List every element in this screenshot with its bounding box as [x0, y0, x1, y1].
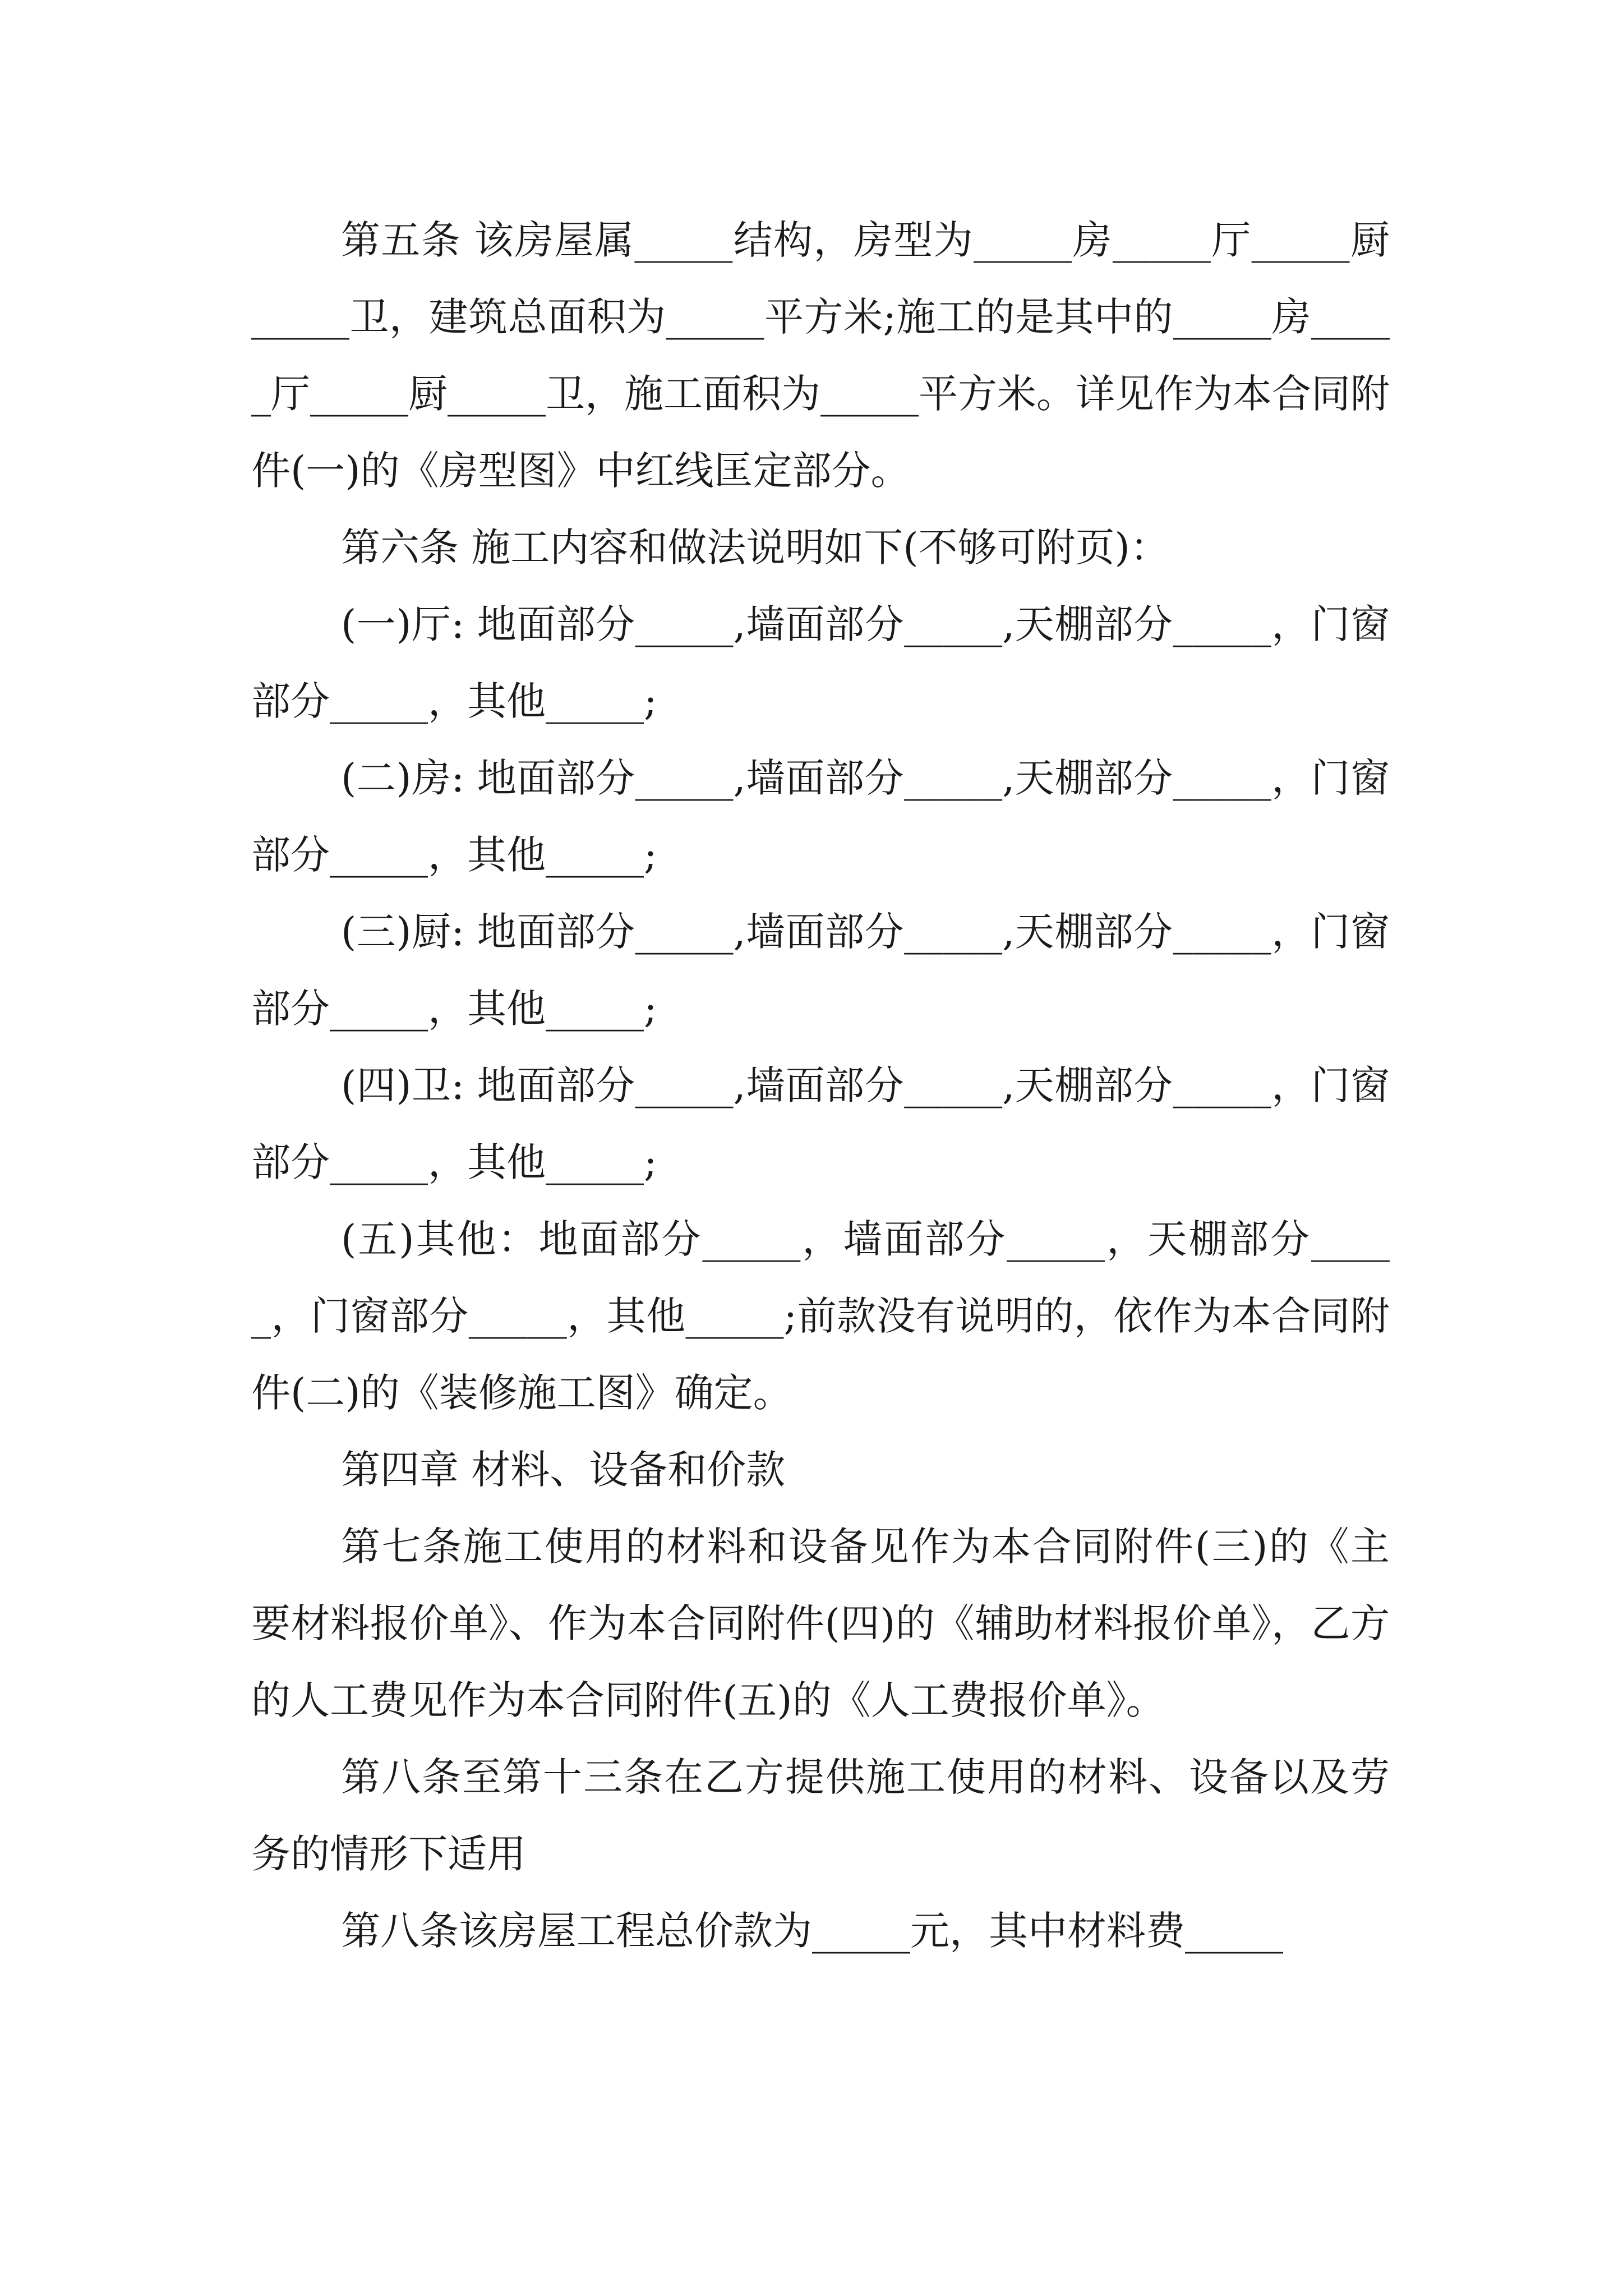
chapter-4-heading: 第四章 材料、设备和价款 [341, 1447, 786, 1493]
article-6-paragraph: 第六条 施工内容和做法说明如下(不够可附页)： [341, 524, 1169, 570]
item-hall-paragraph: (一)厅: 地面部分_____,墙面部分_____,天棚部分_____，门窗部分_____，其他_____; [251, 601, 1390, 724]
document-body [251, 202, 1390, 1970]
item-kitchen-paragraph: (三)厨: 地面部分_____,墙面部分_____,天棚部分_____，门窗部分_____，其他_____; [251, 909, 1390, 1032]
article-7-paragraph: 第七条施工使用的材料和设备见作为本合同附件(三)的《主要材料报价单》、作为本合同附件(四)的《辅助材料报价单》，乙方的人工费见作为本合同附件(五)的《人工费报价单》。 [251, 1524, 1390, 1723]
articles-8-13-note: 第八条至第十三条在乙方提供施工使用的材料、设备以及劳务的情形下适用 [251, 1754, 1390, 1877]
item-bathroom-paragraph: (四)卫: 地面部分_____,墙面部分_____,天棚部分_____，门窗部分_____，其他_____; [251, 1062, 1390, 1185]
item-room-paragraph: (二)房: 地面部分_____,墙面部分_____,天棚部分_____，门窗部分_____，其他_____; [251, 755, 1390, 878]
article-8-paragraph: 第八条该房屋工程总价款为_____元，其中材料费_____ [341, 1908, 1283, 1954]
article-5-paragraph: 第五条 该房屋属_____结构，房型为_____房_____厅_____厨_____卫，建筑总面积为_____平方米;施工的是其中的_____房_____厅_____厨_____卫，施工面积为_____平方米。详见作为本合同附件(一)的《房型图》中红线匡定部分。 [251, 217, 1390, 494]
item-other-paragraph: (五)其他：地面部分_____，墙面部分_____，天棚部分_____，门窗部分_____，其他_____;前款没有说明的，依作为本合同附件(二)的《装修施工图》确定。 [251, 1216, 1390, 1416]
